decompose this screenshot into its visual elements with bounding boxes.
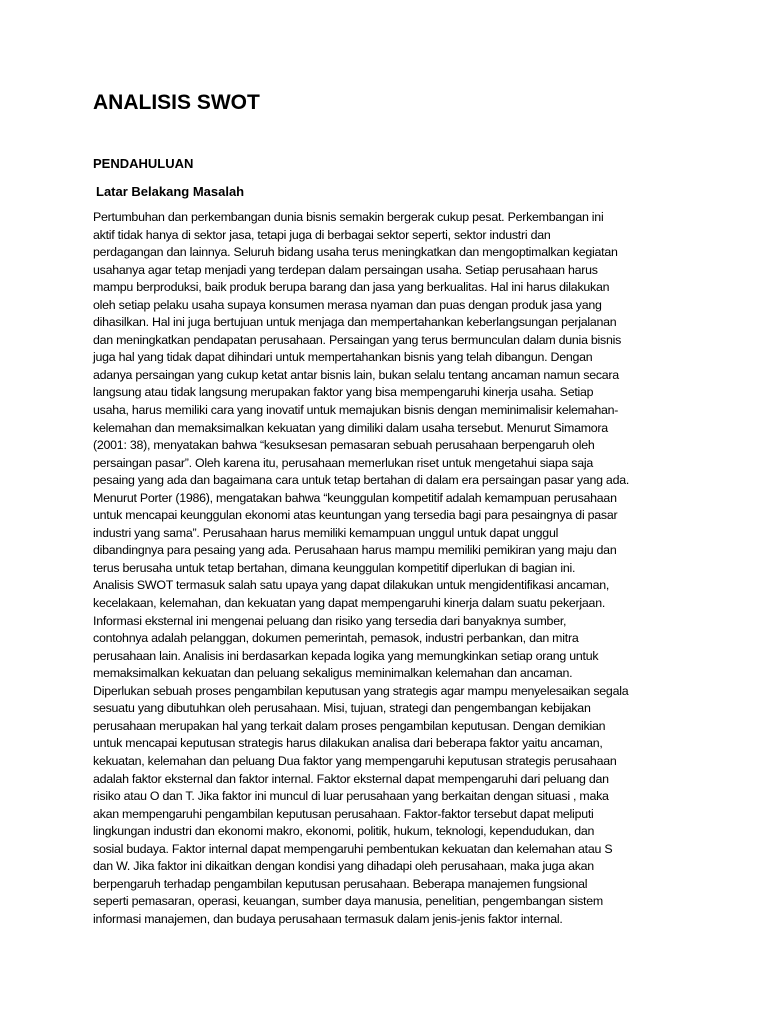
paragraph-line: Informasi eksternal ini mengenai peluang dan risiko yang tersedia dari banyaknya sumber, (93, 613, 567, 628)
body-paragraph (93, 209, 675, 928)
paragraph-line: langsung atau tidak langsung merupakan faktor yang bisa mempengaruhi kinerja usaha. Setiap (93, 385, 594, 400)
paragraph-line: lingkungan industri dan ekonomi makro, ekonomi, politik, hukum, teknologi, kependudukan, dan (93, 824, 595, 839)
paragraph-line: untuk mencapai keputusan strategis harus dilakukan analisa dari beberapa faktor yaitu ancaman, (93, 736, 603, 751)
paragraph-line: Diperlukan sebuah proses pengambilan keputusan yang strategis agar mampu menyelesaikan segala (93, 683, 629, 698)
paragraph-line: oleh setiap pelaku usaha supaya konsumen merasa nyaman dan puas dengan produk jasa yang (93, 297, 602, 312)
paragraph-line: adanya persaingan yang cukup ketat antar bisnis lain, bukan selalu tentang ancaman namun secara (93, 367, 619, 382)
paragraph-line: (2001: 38), menyatakan bahwa “kesuksesan pemasaran sebuah perusahaan berpengaruh oleh (93, 438, 595, 453)
paragraph-line: industri yang sama”. Perusahaan harus memiliki kemampuan unggul untuk dapat unggul (93, 525, 559, 540)
paragraph-line: informasi manajemen, dan budaya perusahaan termasuk dalam jenis-jenis faktor internal. (93, 911, 563, 926)
paragraph-line: dan meningkatkan pendapatan perusahaan. Persaingan yang terus bermunculan dalam dunia bisnis (93, 332, 622, 347)
paragraph-line: akan mempengaruhi pengambilan keputusan perusahaan. Faktor-faktor tersebut dapat meliputi (93, 806, 594, 821)
paragraph-line: Pertumbuhan dan perkembangan dunia bisnis semakin bergerak cukup pesat. Perkembangan ini (93, 210, 604, 224)
paragraph-line: kekuatan, kelemahan dan peluang Dua faktor yang mempengaruhi keputusan strategis perusahaan (93, 753, 617, 768)
paragraph-line: untuk mencapai keunggulan ekonomi atas keuntungan yang tersedia bagi para pesaingnya di pasar (93, 508, 618, 523)
sub-heading: Latar Belakang Masalah (96, 184, 245, 199)
paragraph-line: usaha, harus memiliki cara yang inovatif untuk memajukan bisnis dengan meminimalisir kelemahan- (93, 403, 619, 418)
paragraph-line: perdagangan dan lainnya. Seluruh bidang usaha terus meningkatkan dan mengoptimalkan kegiatan (93, 245, 618, 260)
paragraph-line: seperti pemasaran, operasi, keuangan, sumber daya manusia, penelitian, pengembangan sistem (93, 894, 603, 909)
paragraph-line: pesaing yang ada dan bagaimana cara untuk tetap bertahan di dalam era persaingan pasar yang ada. (93, 473, 630, 488)
paragraph-line: mampu berproduksi, baik produk berupa barang dan jasa yang berkualitas. Hal ini harus dilakukan (93, 280, 610, 295)
paragraph-line: aktif tidak hanya di sektor jasa, tetapi juga di berbagai sektor seperti, sektor industri dan (93, 227, 551, 242)
paragraph-line: dan W. Jika faktor ini dikaitkan dengan kondisi yang dihadapi oleh perusahaan, maka juga akan (93, 859, 594, 874)
paragraph-line: juga hal yang tidak dapat dihindari untuk mempertahankan bisnis yang telah dibangun. Dengan (93, 350, 593, 365)
document-title: ANALISIS SWOT (93, 91, 260, 114)
paragraph-line: kecelakaan, kelemahan, dan kekuatan yang dapat mempengaruhi kinerja dalam suatu pekerjaan. (93, 596, 606, 611)
paragraph-line: adalah faktor eksternal dan faktor internal. Faktor eksternal dapat mempengaruhi dari peluang dan (93, 771, 609, 786)
paragraph-line: terus berusaha untuk tetap bertahan, dimana keunggulan kompetitif diperlukan di bagian ini. (93, 560, 576, 575)
paragraph-line: perusahaan merupakan hal yang terkait dalam proses pengambilan keputusan. Dengan demikian (93, 718, 606, 733)
paragraph-line: sosial budaya. Faktor internal dapat mempengaruhi pembentukan kekuatan dan kelemahan atau S (93, 841, 613, 856)
paragraph-line: contohnya adalah pelanggan, dokumen pemerintah, pemasok, industri perbankan, dan mitra (93, 631, 579, 646)
paragraph-line: berpengaruh terhadap pengambilan keputusan perusahaan. Beberapa manajemen fungsional (93, 876, 588, 891)
paragraph-line: usahanya agar tetap menjadi yang terdepan dalam persaingan usaha. Setiap perusahaan harus (93, 262, 598, 277)
paragraph-line: dibandingnya para pesaing yang ada. Perusahaan harus mampu memiliki pemikiran yang maju dan (93, 543, 617, 558)
paragraph-line: memaksimalkan kekuatan dan peluang sekaligus meminimalkan kelemahan dan ancaman. (93, 666, 573, 681)
paragraph-line: Menurut Porter (1986), mengatakan bahwa “keunggulan kompetitif adalah kemampuan perusahaan (93, 490, 617, 505)
paragraph-line: Analisis SWOT termasuk salah satu upaya yang dapat dilakukan untuk mengidentifikasi ancaman, (93, 578, 610, 593)
paragraph-line: dihasilkan. Hal ini juga bertujuan untuk menjaga dan mempertahankan keberlangsungan perjalanan (93, 315, 617, 330)
paragraph-line: risiko atau O dan T. Jika faktor ini muncul di luar perusahaan yang berkaitan dengan situasi , maka (93, 789, 609, 804)
section-heading: PENDAHULUAN (93, 156, 194, 171)
paragraph-line: perusahaan lain. Analisis ini berdasarkan kepada logika yang memungkinkan setiap orang untuk (93, 648, 599, 663)
paragraph-line: persaingan pasar”. Oleh karena itu, perusahaan memerlukan riset untuk mengetahui siapa saja (93, 455, 594, 470)
paragraph-line: kelemahan dan memaksimalkan kekuatan yang dimiliki dalam usaha tersebut. Menurut Simamora (93, 420, 608, 435)
paragraph-line: sesuatu yang dibutuhkan oleh perusahaan. Misi, tujuan, strategi dan pengembangan kebijakan (93, 701, 591, 716)
